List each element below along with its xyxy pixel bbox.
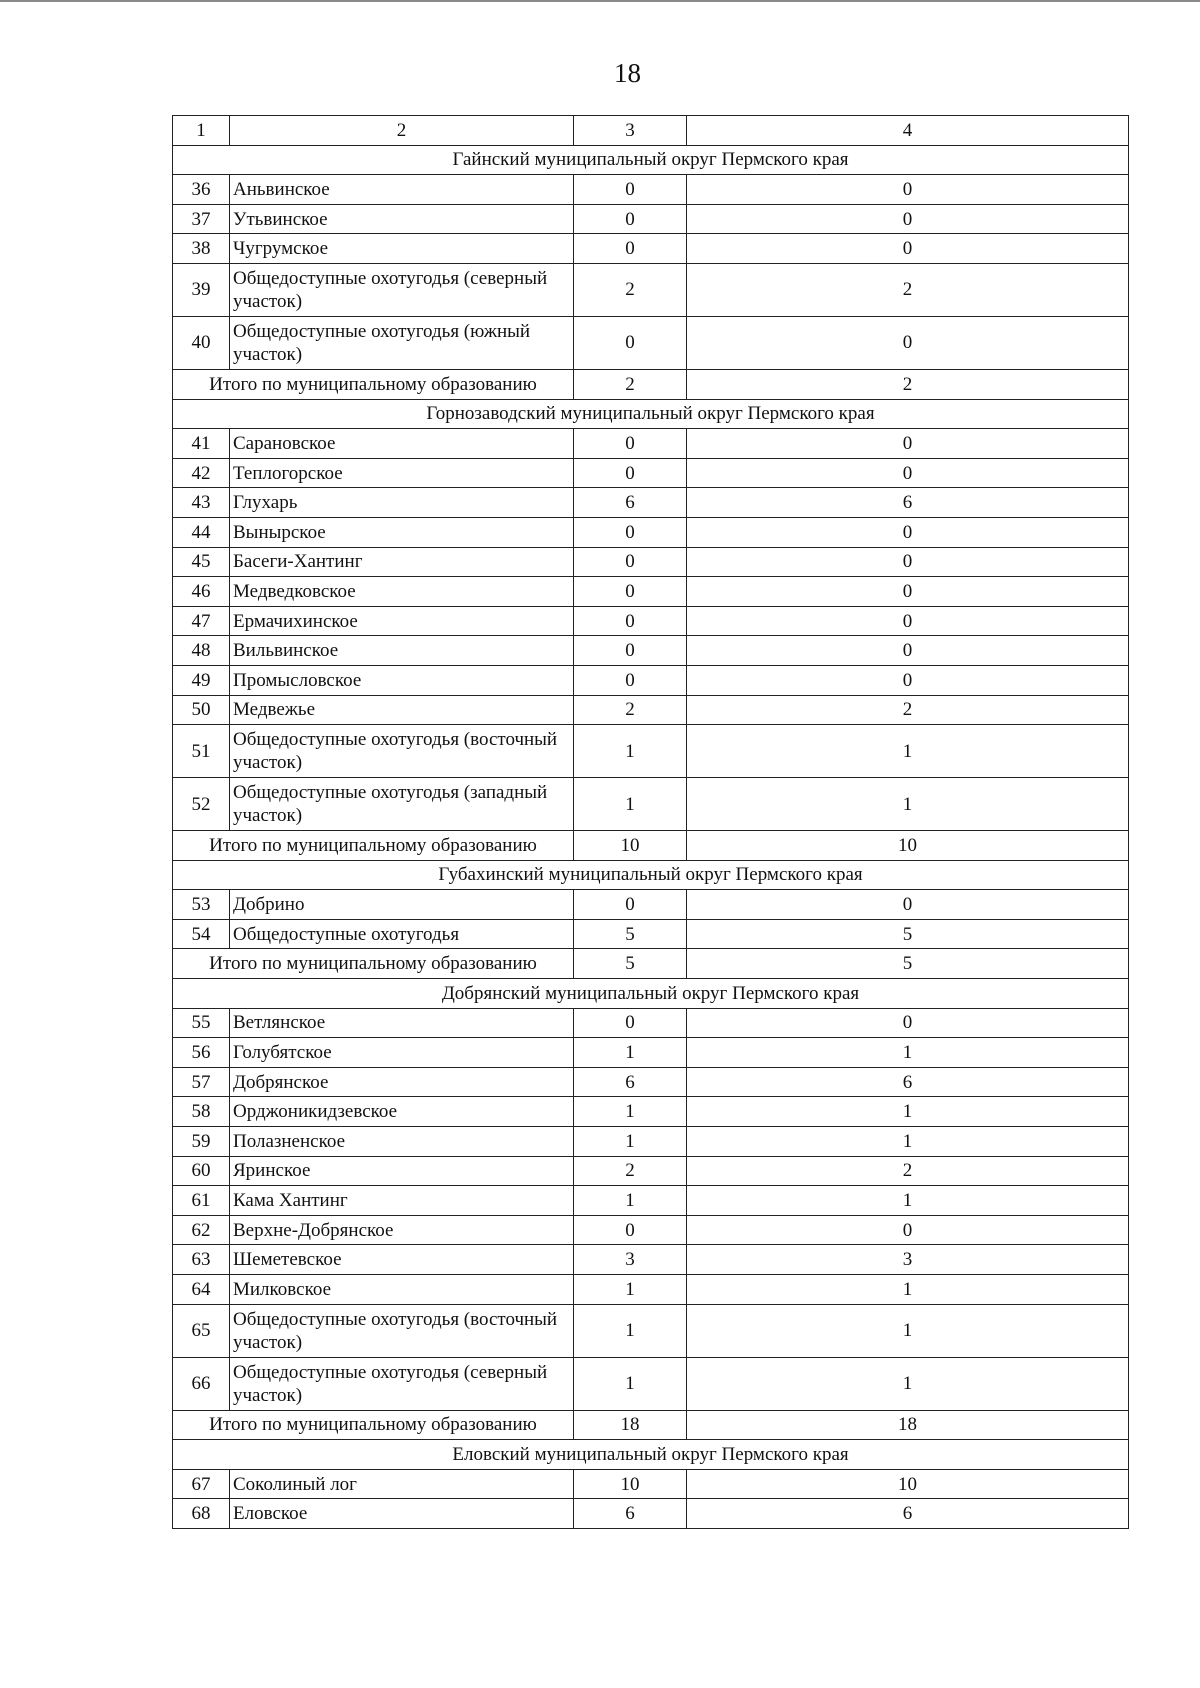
table-row (173, 1067, 1129, 1097)
value-col-4: 0 (687, 665, 1129, 695)
row-number: 56 (173, 1038, 230, 1068)
section-title: Добрянский муниципальный округ Пермского края (173, 979, 1129, 1009)
section-title: Губахинский муниципальный округ Пермского края (173, 860, 1129, 890)
row-number: 48 (173, 636, 230, 666)
row-number: 67 (173, 1469, 230, 1499)
row-number: 55 (173, 1008, 230, 1038)
value-col-4: 1 (687, 1304, 1129, 1357)
table-row (173, 547, 1129, 577)
table-body (173, 116, 1129, 1529)
total-row (173, 369, 1129, 399)
value-col-3: 0 (574, 606, 687, 636)
value-col-4: 1 (687, 725, 1129, 778)
hunting-ground-name: Яринское (230, 1156, 574, 1186)
total-col-3: 2 (574, 369, 687, 399)
hunting-ground-name: Утьвинское (230, 204, 574, 234)
row-number: 60 (173, 1156, 230, 1186)
value-col-3: 2 (574, 695, 687, 725)
value-col-3: 0 (574, 1215, 687, 1245)
value-col-3: 1 (574, 778, 687, 831)
value-col-3: 0 (574, 1008, 687, 1038)
hunting-grounds-table (172, 115, 1129, 1529)
value-col-3: 0 (574, 175, 687, 205)
value-col-3: 1 (574, 1127, 687, 1157)
hunting-ground-name: Ермачихинское (230, 606, 574, 636)
hunting-ground-name: Общедоступные охотугодья (230, 919, 574, 949)
table-row (173, 1245, 1129, 1275)
table-row (173, 1008, 1129, 1038)
section-row (173, 860, 1129, 890)
value-col-3: 0 (574, 204, 687, 234)
row-number: 36 (173, 175, 230, 205)
hunting-ground-name: Верхне-Добрянское (230, 1215, 574, 1245)
row-number: 41 (173, 429, 230, 459)
section-title: Еловский муниципальный округ Пермского края (173, 1440, 1129, 1470)
value-col-3: 0 (574, 316, 687, 369)
value-col-4: 0 (687, 429, 1129, 459)
value-col-4: 1 (687, 1357, 1129, 1410)
hunting-ground-name: Медведковское (230, 577, 574, 607)
value-col-3: 0 (574, 577, 687, 607)
value-col-4: 1 (687, 778, 1129, 831)
hunting-ground-name: Басеги-Хантинг (230, 547, 574, 577)
hunting-ground-name: Добрянское (230, 1067, 574, 1097)
table-row (173, 1275, 1129, 1305)
total-col-3: 5 (574, 949, 687, 979)
hunting-ground-name: Общедоступные охотугодья (северный участок) (230, 1357, 574, 1410)
hunting-ground-name: Добрино (230, 890, 574, 920)
table-row (173, 517, 1129, 547)
row-number: 40 (173, 316, 230, 369)
total-label: Итого по муниципальному образованию (173, 831, 574, 861)
row-number: 68 (173, 1499, 230, 1529)
total-col-3: 18 (574, 1410, 687, 1440)
hunting-ground-name: Чугрумское (230, 234, 574, 264)
hunting-ground-name: Медвежье (230, 695, 574, 725)
hunting-ground-name: Глухарь (230, 488, 574, 518)
value-col-4: 0 (687, 517, 1129, 547)
table-row (173, 429, 1129, 459)
hunting-ground-name: Общедоступные охотугодья (восточный участок) (230, 725, 574, 778)
row-number: 38 (173, 234, 230, 264)
row-number: 49 (173, 665, 230, 695)
page-edge (0, 0, 1200, 2)
value-col-4: 1 (687, 1275, 1129, 1305)
value-col-4: 3 (687, 1245, 1129, 1275)
row-number: 53 (173, 890, 230, 920)
value-col-3: 0 (574, 890, 687, 920)
hunting-ground-name: Еловское (230, 1499, 574, 1529)
row-number: 46 (173, 577, 230, 607)
row-number: 52 (173, 778, 230, 831)
value-col-3: 0 (574, 547, 687, 577)
value-col-3: 0 (574, 458, 687, 488)
section-title: Горнозаводский муниципальный округ Пермского края (173, 399, 1129, 429)
row-number: 51 (173, 725, 230, 778)
value-col-3: 6 (574, 1499, 687, 1529)
table-row (173, 725, 1129, 778)
table-row (173, 1127, 1129, 1157)
value-col-4: 1 (687, 1186, 1129, 1216)
value-col-3: 1 (574, 1304, 687, 1357)
table-row (173, 636, 1129, 666)
value-col-3: 0 (574, 636, 687, 666)
header-col-3: 3 (574, 116, 687, 146)
value-col-4: 0 (687, 577, 1129, 607)
value-col-4: 1 (687, 1127, 1129, 1157)
row-number: 58 (173, 1097, 230, 1127)
table-row (173, 488, 1129, 518)
total-row (173, 831, 1129, 861)
table-row (173, 263, 1129, 316)
value-col-3: 0 (574, 429, 687, 459)
row-number: 45 (173, 547, 230, 577)
total-label: Итого по муниципальному образованию (173, 1410, 574, 1440)
value-col-3: 0 (574, 234, 687, 264)
row-number: 63 (173, 1245, 230, 1275)
table-row (173, 1499, 1129, 1529)
table-row (173, 919, 1129, 949)
table-row (173, 458, 1129, 488)
row-number: 50 (173, 695, 230, 725)
table-row (173, 577, 1129, 607)
value-col-4: 2 (687, 695, 1129, 725)
value-col-4: 0 (687, 204, 1129, 234)
total-col-3: 10 (574, 831, 687, 861)
value-col-3: 1 (574, 1357, 687, 1410)
value-col-4: 0 (687, 316, 1129, 369)
value-col-4: 10 (687, 1469, 1129, 1499)
hunting-ground-name: Общедоступные охотугодья (западный участок) (230, 778, 574, 831)
header-row (173, 116, 1129, 146)
value-col-4: 0 (687, 234, 1129, 264)
value-col-3: 3 (574, 1245, 687, 1275)
total-col-4: 10 (687, 831, 1129, 861)
hunting-ground-name: Аньвинское (230, 175, 574, 205)
hunting-ground-name: Общедоступные охотугодья (северный участок) (230, 263, 574, 316)
hunting-ground-name: Шеметевское (230, 1245, 574, 1275)
total-col-4: 2 (687, 369, 1129, 399)
value-col-3: 10 (574, 1469, 687, 1499)
table-row (173, 234, 1129, 264)
hunting-ground-name: Вынырское (230, 517, 574, 547)
value-col-3: 0 (574, 517, 687, 547)
row-number: 43 (173, 488, 230, 518)
table-row (173, 778, 1129, 831)
hunting-ground-name: Соколиный лог (230, 1469, 574, 1499)
row-number: 47 (173, 606, 230, 636)
section-row (173, 145, 1129, 175)
hunting-ground-name: Вильвинское (230, 636, 574, 666)
hunting-ground-name: Полазненское (230, 1127, 574, 1157)
section-row (173, 399, 1129, 429)
value-col-4: 1 (687, 1097, 1129, 1127)
table-row (173, 1469, 1129, 1499)
row-number: 62 (173, 1215, 230, 1245)
row-number: 39 (173, 263, 230, 316)
row-number: 37 (173, 204, 230, 234)
value-col-4: 0 (687, 1215, 1129, 1245)
value-col-4: 0 (687, 636, 1129, 666)
hunting-ground-name: Общедоступные охотугодья (восточный участок) (230, 1304, 574, 1357)
hunting-ground-name: Промысловское (230, 665, 574, 695)
value-col-4: 0 (687, 1008, 1129, 1038)
value-col-4: 6 (687, 488, 1129, 518)
table-row (173, 890, 1129, 920)
row-number: 65 (173, 1304, 230, 1357)
value-col-4: 2 (687, 263, 1129, 316)
value-col-4: 1 (687, 1038, 1129, 1068)
value-col-4: 0 (687, 606, 1129, 636)
row-number: 66 (173, 1357, 230, 1410)
table-row (173, 1038, 1129, 1068)
section-row (173, 979, 1129, 1009)
value-col-4: 0 (687, 458, 1129, 488)
value-col-4: 0 (687, 890, 1129, 920)
row-number: 54 (173, 919, 230, 949)
total-col-4: 5 (687, 949, 1129, 979)
value-col-3: 1 (574, 1275, 687, 1305)
table-row (173, 1215, 1129, 1245)
table-row (173, 606, 1129, 636)
hunting-ground-name: Ветлянское (230, 1008, 574, 1038)
value-col-4: 0 (687, 175, 1129, 205)
row-number: 59 (173, 1127, 230, 1157)
section-row (173, 1440, 1129, 1470)
section-title: Гайнский муниципальный округ Пермского края (173, 145, 1129, 175)
header-col-1: 1 (173, 116, 230, 146)
hunting-ground-name: Голубятское (230, 1038, 574, 1068)
table-row (173, 204, 1129, 234)
table-row (173, 316, 1129, 369)
value-col-3: 0 (574, 665, 687, 695)
value-col-3: 6 (574, 1067, 687, 1097)
hunting-ground-name: Общедоступные охотугодья (южный участок) (230, 316, 574, 369)
value-col-3: 5 (574, 919, 687, 949)
value-col-4: 6 (687, 1499, 1129, 1529)
value-col-4: 0 (687, 547, 1129, 577)
value-col-4: 2 (687, 1156, 1129, 1186)
table-row (173, 665, 1129, 695)
value-col-3: 2 (574, 263, 687, 316)
row-number: 42 (173, 458, 230, 488)
value-col-3: 1 (574, 725, 687, 778)
table-row (173, 1357, 1129, 1410)
table-row (173, 1097, 1129, 1127)
hunting-ground-name: Кама Хантинг (230, 1186, 574, 1216)
hunting-ground-name: Орджоникидзевское (230, 1097, 574, 1127)
hunting-ground-name: Милковское (230, 1275, 574, 1305)
total-row (173, 949, 1129, 979)
row-number: 61 (173, 1186, 230, 1216)
row-number: 64 (173, 1275, 230, 1305)
total-label: Итого по муниципальному образованию (173, 949, 574, 979)
table-row (173, 1186, 1129, 1216)
total-label: Итого по муниципальному образованию (173, 369, 574, 399)
value-col-4: 6 (687, 1067, 1129, 1097)
hunting-ground-name: Сарановское (230, 429, 574, 459)
hunting-ground-name: Теплогорское (230, 458, 574, 488)
table-row (173, 1304, 1129, 1357)
header-col-2: 2 (230, 116, 574, 146)
value-col-3: 1 (574, 1038, 687, 1068)
value-col-3: 6 (574, 488, 687, 518)
value-col-3: 1 (574, 1097, 687, 1127)
table-row (173, 175, 1129, 205)
table-row (173, 695, 1129, 725)
page-number: 18 (614, 58, 641, 88)
value-col-3: 1 (574, 1186, 687, 1216)
total-col-4: 18 (687, 1410, 1129, 1440)
header-col-4: 4 (687, 116, 1129, 146)
value-col-4: 5 (687, 919, 1129, 949)
value-col-3: 2 (574, 1156, 687, 1186)
total-row (173, 1410, 1129, 1440)
row-number: 44 (173, 517, 230, 547)
row-number: 57 (173, 1067, 230, 1097)
table-row (173, 1156, 1129, 1186)
